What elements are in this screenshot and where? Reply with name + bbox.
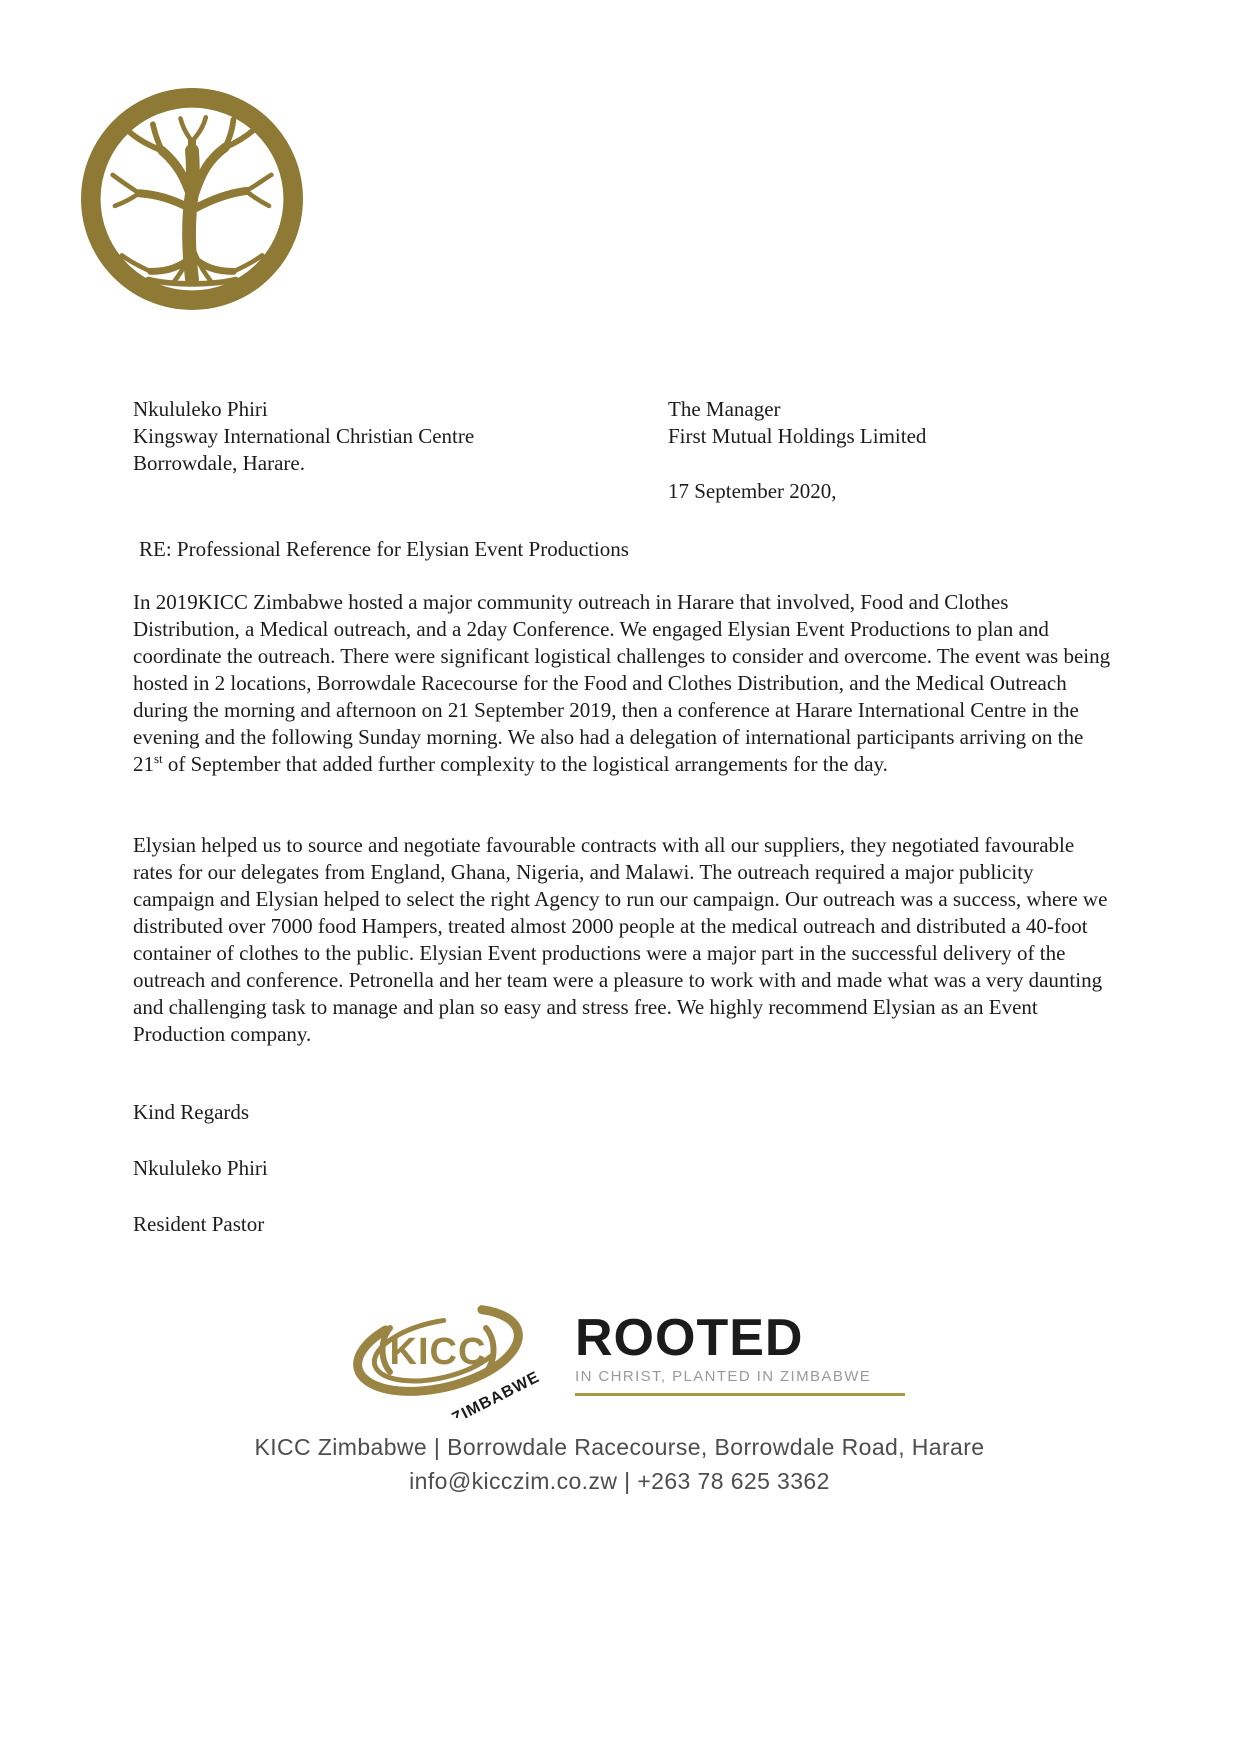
recipient-address xyxy=(668,396,926,450)
sender-org: Kingsway International Christian Centre xyxy=(133,424,475,448)
tree-of-life-logo-icon xyxy=(76,84,308,314)
sender-location: Borrowdale, Harare. xyxy=(133,451,305,475)
body-paragraph-1 xyxy=(133,589,1115,778)
rooted-tagline: IN CHRIST, PLANTED IN ZIMBABWE xyxy=(575,1368,872,1385)
kicc-logo-text: KICC xyxy=(389,1331,487,1373)
paragraph-1-text-end: of September that added further complexity to the logistical arrangements for the day. xyxy=(162,752,888,776)
recipient-org: First Mutual Holdings Limited xyxy=(668,424,927,448)
subject-line: RE: Professional Reference for Elysian Event Productions xyxy=(139,537,629,561)
signature-name: Nkululeko Phiri xyxy=(133,1156,268,1180)
rooted-underline xyxy=(575,1393,905,1396)
body-paragraph-2: Elysian helped us to source and negotiate favourable contracts with all our suppliers, they negotiated favourable rates for our delegates from England, Ghana, Nigeria, and Malawi. The outreach required a major publicity campaign and Elysian helped to select the right Agency to run our campaign. Our outreach was a success, where we distributed over 7000 food Hampers, treated almost 2000 people at the medical outreach and distributed a 40-foot container of clothes to the public. Elysian Event productions were a major part in the successful delivery of the outreach and conference. Petronella and her team were a pleasure to work with and made what was a very daunting and challenging task to manage and plan so easy and stress free. We highly recommend Elysian as an Event Production company. xyxy=(133,833,1108,1046)
rooted-wordmark xyxy=(575,1310,915,1396)
signature-title: Resident Pastor xyxy=(133,1212,265,1236)
closing: Kind Regards xyxy=(133,1100,250,1124)
footer-address-line: KICC Zimbabwe | Borrowdale Racecourse, Borrowdale Road, Harare xyxy=(254,1434,985,1460)
rooted-title: ROOTED xyxy=(575,1309,804,1367)
sender-address xyxy=(133,396,474,477)
recipient-title: The Manager xyxy=(668,397,781,421)
paragraph-1-text: In 2019KICC Zimbabwe hosted a major community outreach in Harare that involved, Food and Clothes Distribution, a Medical outreach, and a 2day Conference. We engaged Elysian Event Productions to plan and coordinate the outreach. There were significant logistical challenges to consider and overcome. The event was being hosted in 2 locations, Borrowdale Racecourse for the Food and Clothes Distribution, and the Medical Outreach during the morning and afternoon on 21 September 2019, then a conference at Harare International Centre in the evening and the following Sunday morning. We also had a delegation of international participants arriving on the 21 xyxy=(133,590,1111,776)
sender-name: Nkululeko Phiri xyxy=(133,397,268,421)
kicc-oval-logo-icon xyxy=(338,1298,556,1418)
letter-date: 17 September 2020, xyxy=(668,479,837,503)
kicc-logo-country-text: ZIMBABWE xyxy=(449,1368,543,1418)
ordinal-superscript: st xyxy=(154,751,163,766)
footer-contact-line: info@kicczim.co.zw | +263 78 625 3362 xyxy=(409,1468,830,1494)
